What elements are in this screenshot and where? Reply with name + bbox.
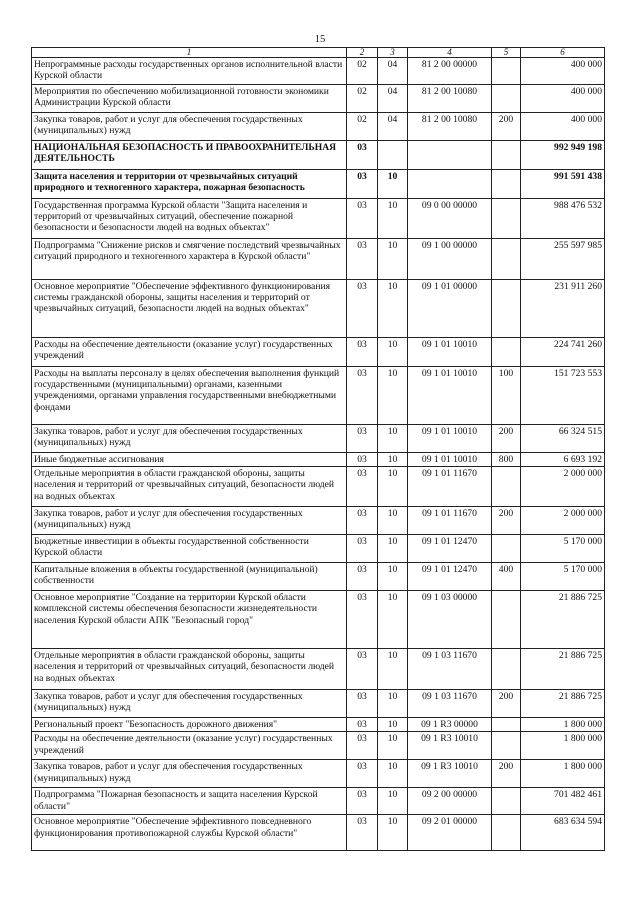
expense-type-cell xyxy=(492,170,521,199)
target-article-cell: 09 1 01 12470 xyxy=(408,563,492,591)
row-name-cell: Отдельные мероприятия в области гражданской обороны, защиты населения и территорий от чрезвычайных ситуаций, безопасности людей на водных объектах xyxy=(32,649,347,690)
table-body xyxy=(32,58,605,851)
subsection-code-cell: 10 xyxy=(378,507,408,535)
section-code-cell: 03 xyxy=(347,239,378,280)
expense-type-cell xyxy=(492,338,521,367)
subsection-code-cell: 10 xyxy=(378,690,408,718)
section-code-cell: 03 xyxy=(347,535,378,563)
table-row xyxy=(32,85,605,113)
expense-type-cell xyxy=(492,85,521,113)
table-row xyxy=(32,815,605,851)
target-article-cell: 09 1 01 12470 xyxy=(408,535,492,563)
section-code-cell: 03 xyxy=(347,141,378,170)
subsection-code-cell: 10 xyxy=(378,760,408,788)
subsection-code-cell: 10 xyxy=(378,815,408,851)
expense-type-cell xyxy=(492,58,521,85)
row-name-cell: Расходы на выплаты персоналу в целях обеспечения выполнения функций государственными (муниципальными) органами, казенными учреждениями, органами управления государственными внебюджетными фондами xyxy=(32,367,347,425)
section-code-cell: 02 xyxy=(347,85,378,113)
row-name-cell: Иные бюджетные ассигнования xyxy=(32,453,347,467)
target-article-cell: 09 1 01 10010 xyxy=(408,453,492,467)
section-code-cell: 03 xyxy=(347,690,378,718)
expense-type-cell: 200 xyxy=(492,113,521,141)
table-row xyxy=(32,199,605,239)
section-code-cell: 03 xyxy=(347,170,378,199)
amount-cell: 1 800 000 xyxy=(521,760,605,788)
expense-type-cell xyxy=(492,649,521,690)
table-row xyxy=(32,535,605,563)
table-row xyxy=(32,425,605,453)
section-code-cell: 03 xyxy=(347,732,378,760)
subsection-code-cell: 10 xyxy=(378,239,408,280)
expense-type-cell xyxy=(492,788,521,815)
amount-cell: 992 949 198 xyxy=(521,141,605,170)
target-article-cell: 09 1 R3 10010 xyxy=(408,732,492,760)
amount-cell: 66 324 515 xyxy=(521,425,605,453)
amount-cell: 701 482 461 xyxy=(521,788,605,815)
expense-type-cell: 200 xyxy=(492,425,521,453)
budget-table xyxy=(31,47,605,851)
row-name-cell: Закупка товаров, работ и услуг для обеспечения государственных (муниципальных) нужд xyxy=(32,760,347,788)
row-name-cell: Закупка товаров, работ и услуг для обеспечения государственных (муниципальных) нужд xyxy=(32,690,347,718)
row-name-cell: Подпрограмма "Пожарная безопасность и защита населения Курской области" xyxy=(32,788,347,815)
expense-type-cell xyxy=(492,467,521,507)
section-code-cell: 03 xyxy=(347,338,378,367)
target-article-cell: 81 2 00 10080 xyxy=(408,113,492,141)
section-code-cell: 02 xyxy=(347,58,378,85)
row-name-cell: Расходы на обеспечение деятельности (оказание услуг) государственных учреждений xyxy=(32,732,347,760)
expense-type-cell xyxy=(492,815,521,851)
table-row xyxy=(32,280,605,338)
target-article-cell: 09 1 03 11670 xyxy=(408,690,492,718)
expense-type-cell xyxy=(492,239,521,280)
row-name-cell: Непрограммные расходы государственных органов исполнительной власти Курской области xyxy=(32,58,347,85)
subsection-code-cell: 04 xyxy=(378,85,408,113)
target-article-cell: 09 1 03 00000 xyxy=(408,591,492,649)
expense-type-cell: 400 xyxy=(492,563,521,591)
target-article-cell xyxy=(408,170,492,199)
section-code-cell: 03 xyxy=(347,760,378,788)
column-header: 5 xyxy=(492,48,521,58)
row-name-cell: Мероприятия по обеспечению мобилизационной готовности экономики Администрации Курской области xyxy=(32,85,347,113)
amount-cell: 988 476 532 xyxy=(521,199,605,239)
subsection-code-cell: 10 xyxy=(378,535,408,563)
row-name-cell: Основное мероприятие "Обеспечение эффективного функционирования системы гражданской обороны, защиты населения и территорий от чрезвычайных ситуаций, безопасности людей на водных объектах" xyxy=(32,280,347,338)
section-code-cell: 02 xyxy=(347,113,378,141)
amount-cell: 21 886 725 xyxy=(521,591,605,649)
row-name-cell: Основное мероприятие "Обеспечение эффективного повседневного функционирования противопожарной службы Курской области" xyxy=(32,815,347,851)
column-header: 2 xyxy=(347,48,378,58)
subsection-code-cell: 10 xyxy=(378,280,408,338)
amount-cell: 231 911 260 xyxy=(521,280,605,338)
table-row xyxy=(32,690,605,718)
expense-type-cell: 100 xyxy=(492,367,521,425)
table-row xyxy=(32,239,605,280)
row-name-cell: Бюджетные инвестиции в объекты государственной собственности Курской области xyxy=(32,535,347,563)
amount-cell: 151 723 553 xyxy=(521,367,605,425)
row-name-cell: Государственная программа Курской области "Защита населения и территорий от чрезвычайных ситуаций, обеспечение пожарной безопасности и безопасности людей на водных объектах" xyxy=(32,199,347,239)
table-row xyxy=(32,718,605,732)
amount-cell: 6 693 192 xyxy=(521,453,605,467)
target-article-cell: 09 1 01 11670 xyxy=(408,507,492,535)
subsection-code-cell: 10 xyxy=(378,563,408,591)
subsection-code-cell: 10 xyxy=(378,718,408,732)
table-row xyxy=(32,338,605,367)
section-code-cell: 03 xyxy=(347,507,378,535)
section-code-cell: 03 xyxy=(347,649,378,690)
target-article-cell: 09 1 R3 10010 xyxy=(408,760,492,788)
table-row xyxy=(32,367,605,425)
amount-cell: 5 170 000 xyxy=(521,535,605,563)
table-row xyxy=(32,507,605,535)
expense-type-cell xyxy=(492,718,521,732)
expense-type-cell: 200 xyxy=(492,690,521,718)
section-code-cell: 03 xyxy=(347,425,378,453)
amount-cell: 21 886 725 xyxy=(521,690,605,718)
target-article-cell: 09 1 00 00000 xyxy=(408,239,492,280)
amount-cell: 1 800 000 xyxy=(521,718,605,732)
expense-type-cell xyxy=(492,732,521,760)
subsection-code-cell: 10 xyxy=(378,425,408,453)
row-name-cell: Закупка товаров, работ и услуг для обеспечения государственных (муниципальных) нужд xyxy=(32,113,347,141)
page-number: 15 xyxy=(314,34,326,45)
table-row xyxy=(32,788,605,815)
table-row xyxy=(32,170,605,199)
subsection-code-cell: 10 xyxy=(378,199,408,239)
subsection-code-cell: 10 xyxy=(378,467,408,507)
table-row xyxy=(32,141,605,170)
row-name-cell: Основное мероприятие "Создание на территории Курской области комплексной системы обеспечения безопасности жизнедеятельности населения Курской области АПК "Безопасный город" xyxy=(32,591,347,649)
expense-type-cell: 200 xyxy=(492,760,521,788)
amount-cell: 400 000 xyxy=(521,58,605,85)
amount-cell: 2 000 000 xyxy=(521,467,605,507)
expense-type-cell: 200 xyxy=(492,507,521,535)
table-row xyxy=(32,467,605,507)
amount-cell: 991 591 438 xyxy=(521,170,605,199)
target-article-cell xyxy=(408,141,492,170)
table-row xyxy=(32,760,605,788)
target-article-cell: 09 2 00 00000 xyxy=(408,788,492,815)
amount-cell: 5 170 000 xyxy=(521,563,605,591)
table-row xyxy=(32,563,605,591)
row-name-cell: Отдельные мероприятия в области гражданской обороны, защиты населения и территорий от чрезвычайных ситуаций, безопасности людей на водных объектах xyxy=(32,467,347,507)
table-row xyxy=(32,453,605,467)
target-article-cell: 09 1 01 10010 xyxy=(408,367,492,425)
subsection-code-cell: 10 xyxy=(378,338,408,367)
row-name-cell: Подпрограмма "Снижение рисков и смягчение последствий чрезвычайных ситуаций природного и техногенного характера в Курской области" xyxy=(32,239,347,280)
subsection-code-cell: 10 xyxy=(378,591,408,649)
section-code-cell: 03 xyxy=(347,367,378,425)
row-name-cell: Региональный проект "Безопасность дорожного движения" xyxy=(32,718,347,732)
row-name-cell: НАЦИОНАЛЬНАЯ БЕЗОПАСНОСТЬ И ПРАВООХРАНИТЕЛЬНАЯ ДЕЯТЕЛЬНОСТЬ xyxy=(32,141,347,170)
expense-type-cell xyxy=(492,199,521,239)
table-row xyxy=(32,113,605,141)
section-code-cell: 03 xyxy=(347,199,378,239)
row-name-cell: Защита населения и территории от чрезвычайных ситуаций природного и техногенного характера, пожарная безопасность xyxy=(32,170,347,199)
subsection-code-cell xyxy=(378,141,408,170)
row-name-cell: Капитальные вложения в объекты государственной (муниципальной) собственности xyxy=(32,563,347,591)
row-name-cell: Закупка товаров, работ и услуг для обеспечения государственных (муниципальных) нужд xyxy=(32,425,347,453)
target-article-cell: 09 1 03 11670 xyxy=(408,649,492,690)
table-row xyxy=(32,591,605,649)
amount-cell: 224 741 260 xyxy=(521,338,605,367)
amount-cell: 21 886 725 xyxy=(521,649,605,690)
subsection-code-cell: 10 xyxy=(378,649,408,690)
row-name-cell: Закупка товаров, работ и услуг для обеспечения государственных (муниципальных) нужд xyxy=(32,507,347,535)
target-article-cell: 09 1 01 10010 xyxy=(408,338,492,367)
target-article-cell: 09 0 00 00000 xyxy=(408,199,492,239)
expense-type-cell xyxy=(492,535,521,563)
subsection-code-cell: 10 xyxy=(378,788,408,815)
target-article-cell: 09 1 01 10010 xyxy=(408,425,492,453)
amount-cell: 400 000 xyxy=(521,85,605,113)
section-code-cell: 03 xyxy=(347,280,378,338)
section-code-cell: 03 xyxy=(347,718,378,732)
table-row xyxy=(32,732,605,760)
section-code-cell: 03 xyxy=(347,591,378,649)
column-header: 3 xyxy=(378,48,408,58)
column-header-row xyxy=(32,48,605,58)
expense-type-cell xyxy=(492,591,521,649)
column-header: 6 xyxy=(521,48,605,58)
subsection-code-cell: 10 xyxy=(378,732,408,760)
section-code-cell: 03 xyxy=(347,467,378,507)
target-article-cell: 81 2 00 00000 xyxy=(408,58,492,85)
section-code-cell: 03 xyxy=(347,453,378,467)
amount-cell: 2 000 000 xyxy=(521,507,605,535)
column-header: 1 xyxy=(32,48,347,58)
table-row xyxy=(32,58,605,85)
amount-cell: 1 800 000 xyxy=(521,732,605,760)
expense-type-cell: 800 xyxy=(492,453,521,467)
section-code-cell: 03 xyxy=(347,563,378,591)
section-code-cell: 03 xyxy=(347,815,378,851)
target-article-cell: 09 1 R3 00000 xyxy=(408,718,492,732)
amount-cell: 255 597 985 xyxy=(521,239,605,280)
amount-cell: 400 000 xyxy=(521,113,605,141)
target-article-cell: 09 2 01 00000 xyxy=(408,815,492,851)
section-code-cell: 03 xyxy=(347,788,378,815)
subsection-code-cell: 04 xyxy=(378,113,408,141)
subsection-code-cell: 10 xyxy=(378,367,408,425)
row-name-cell: Расходы на обеспечение деятельности (оказание услуг) государственных учреждений xyxy=(32,338,347,367)
subsection-code-cell: 10 xyxy=(378,170,408,199)
table-row xyxy=(32,649,605,690)
target-article-cell: 09 1 01 00000 xyxy=(408,280,492,338)
expense-type-cell xyxy=(492,141,521,170)
target-article-cell: 81 2 00 10080 xyxy=(408,85,492,113)
column-header: 4 xyxy=(408,48,492,58)
expense-type-cell xyxy=(492,280,521,338)
subsection-code-cell: 04 xyxy=(378,58,408,85)
target-article-cell: 09 1 01 11670 xyxy=(408,467,492,507)
amount-cell: 683 634 594 xyxy=(521,815,605,851)
subsection-code-cell: 10 xyxy=(378,453,408,467)
